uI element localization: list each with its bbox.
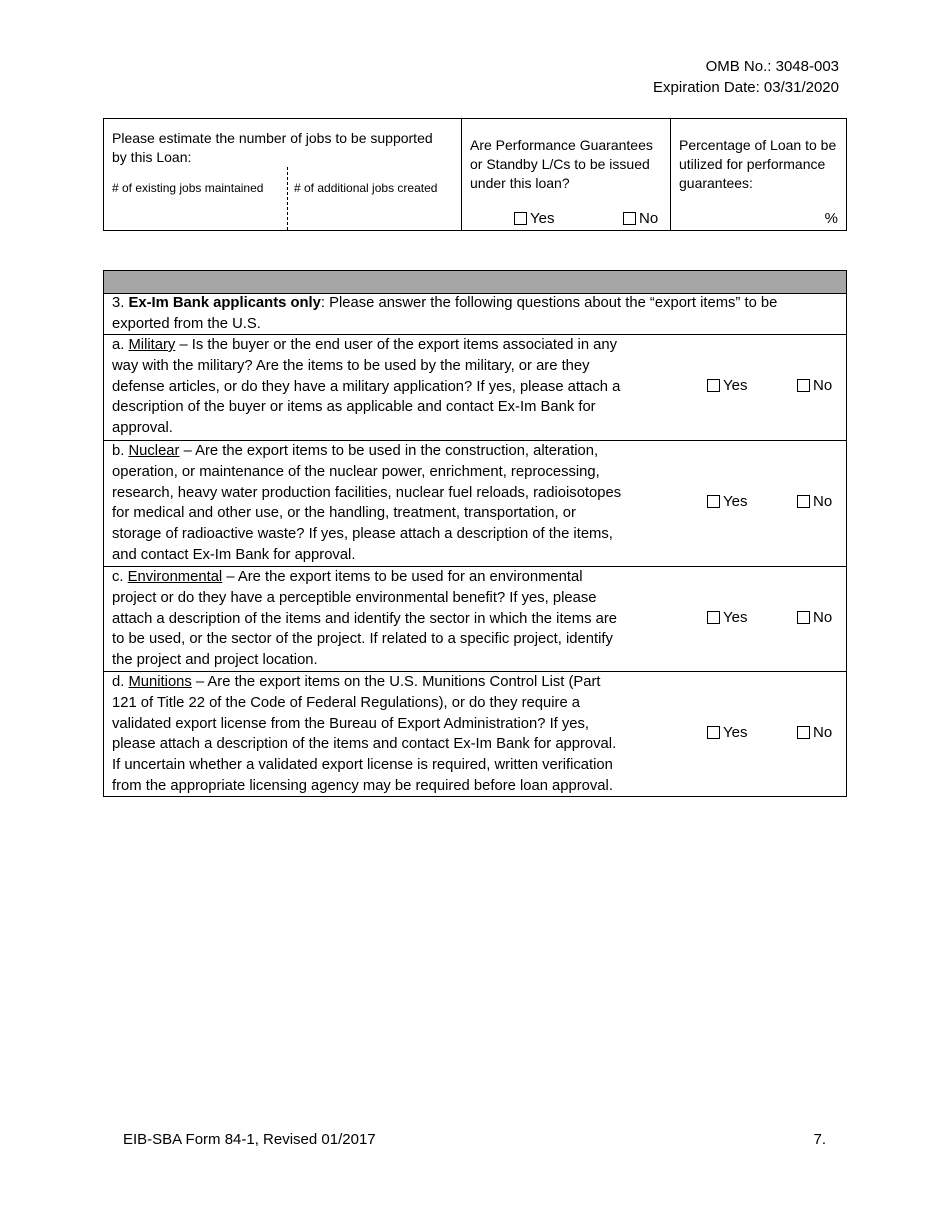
environmental-yes[interactable]: Yes bbox=[707, 609, 747, 626]
percentage-question: Percentage of Loan to be utilized for performance guarantees: bbox=[679, 137, 837, 191]
expiration-date: Expiration Date: 03/31/2020 bbox=[653, 79, 839, 96]
environmental-title: Environmental bbox=[127, 569, 223, 585]
checkbox-icon[interactable] bbox=[514, 212, 527, 225]
military-no[interactable]: No bbox=[797, 377, 832, 394]
omb-header bbox=[653, 56, 839, 98]
section3-title: Ex-Im Bank applicants only bbox=[128, 295, 321, 311]
perf-yes-option[interactable]: Yes bbox=[514, 210, 554, 227]
checkbox-icon[interactable] bbox=[797, 379, 810, 392]
question-nuclear: b. Nuclear – Are the export items to be used in the construction, alteration, operation, or maintenance of the nuclear power, enrichment, reprocessing, research, heavy water production facilities, nuclear fuel reloads, radioisotopes for medical and other use, or the handling, treatment, transportation, or storage of radioactive waste? If yes, please attach a description of the items, and contact Ex-Im Bank for approval. Yes No bbox=[104, 441, 846, 567]
question-military: a. Military – Is the buyer or the end user of the export items associated in any way with the military? Are the items to be used by the military, or are they defense articles, or do they have a military application? If yes, please attach a description of the buyer or items as applicable and contact Ex-Im Bank for approval. Yes No bbox=[104, 335, 846, 441]
nuclear-title: Nuclear bbox=[128, 443, 180, 459]
jobs-question: Please estimate the number of jobs to be supported by this Loan: bbox=[112, 130, 433, 165]
environmental-no[interactable]: No bbox=[797, 609, 832, 626]
question-environmental: c. Environmental – Are the export items to be used for an environmental project or do they have a perceptible environmental benefit? If yes, please attach a description of the items and identify the sector in which the items are to be used, or the sector of the project. If related to a specific project, identify the project and project location. Yes No bbox=[104, 567, 846, 672]
munitions-no[interactable]: No bbox=[797, 724, 832, 741]
jobs-cell bbox=[104, 119, 462, 230]
percent-sign: % bbox=[824, 210, 838, 227]
question-munitions: d. Munitions – Are the export items on the U.S. Munitions Control List (Part 121 of Title 22 of the Code of Federal Regulations), or do they require a validated export license from the Bureau of Export Administration? If yes, please attach a description of the items and contact Ex-Im Bank for approval. If uncertain whether a validated export license is required, written verification from the appropriate licensing agency may be required before loan approval. Yes No bbox=[112, 674, 833, 794]
checkbox-icon[interactable] bbox=[707, 726, 720, 739]
additional-jobs-label: # of additional jobs created bbox=[294, 181, 438, 195]
nuclear-no[interactable]: No bbox=[797, 493, 832, 510]
section3-intro: 3. Ex-Im Bank applicants only: Please answer the following questions about the “export items” to be exported from the U.S. bbox=[104, 293, 846, 335]
munitions-yes[interactable]: Yes bbox=[707, 724, 747, 741]
checkbox-icon[interactable] bbox=[623, 212, 636, 225]
checkbox-icon[interactable] bbox=[797, 726, 810, 739]
checkbox-icon[interactable] bbox=[707, 379, 720, 392]
form-number: EIB-SBA Form 84-1, Revised 01/2017 bbox=[123, 1131, 376, 1148]
checkbox-icon[interactable] bbox=[797, 611, 810, 624]
section-header-bar bbox=[104, 271, 846, 294]
checkbox-icon[interactable] bbox=[707, 611, 720, 624]
jobs-table bbox=[103, 118, 847, 231]
performance-cell bbox=[462, 119, 671, 230]
military-title: Military bbox=[128, 337, 176, 353]
perf-no-option[interactable]: No bbox=[623, 210, 658, 227]
performance-question: Are Performance Guarantees or Standby L/Cs to be issued under this loan? bbox=[470, 137, 653, 191]
omb-number: OMB No.: 3048-003 bbox=[705, 58, 839, 75]
existing-jobs-label: # of existing jobs maintained bbox=[112, 181, 264, 195]
dashed-divider bbox=[287, 167, 288, 230]
military-yes[interactable]: Yes bbox=[707, 377, 747, 394]
export-questions-table bbox=[103, 270, 847, 797]
checkbox-icon[interactable] bbox=[707, 495, 720, 508]
nuclear-yes[interactable]: Yes bbox=[707, 493, 747, 510]
percentage-cell bbox=[671, 119, 846, 230]
page-number: 7. bbox=[813, 1131, 826, 1148]
munitions-title: Munitions bbox=[128, 674, 192, 690]
checkbox-icon[interactable] bbox=[797, 495, 810, 508]
